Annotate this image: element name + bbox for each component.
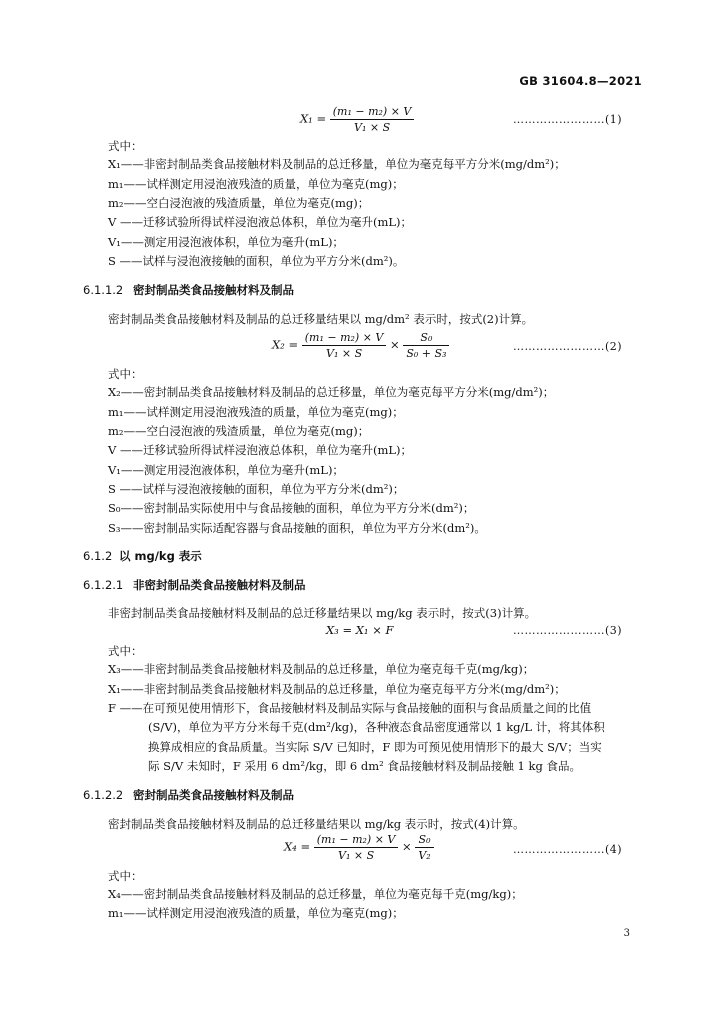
- def1-3: V ——迁移试验所得试样浸泡液总体积，单位为毫升(mL)；: [108, 215, 412, 229]
- where-label-4: 式中：: [108, 869, 143, 883]
- def2-2: m₂——空白浸泡液的残渣质量，单位为毫克(mg)；: [108, 424, 370, 438]
- eq1-number: ……………………(1): [513, 113, 623, 126]
- def4-0: X₄——密封制品类食品接触材料及制品的总迁移量，单位为毫克每千克(mg/kg)；: [108, 887, 523, 901]
- eq2-denominator-2: S₀ + S₃: [406, 347, 447, 360]
- section-title: 非密封制品类食品接触材料及制品: [133, 578, 306, 592]
- eq4-fraction-2: [415, 832, 433, 863]
- eq2-numerator-1: (m₁ − m₂) × V: [302, 330, 387, 346]
- eq2-denominator-1: V₁ × S: [326, 347, 363, 360]
- eq1-numerator: (m₁ − m₂) × V: [330, 104, 415, 120]
- eq3-number: ……………………(3): [513, 624, 623, 637]
- eq2-times: ×: [390, 337, 400, 352]
- eq4-denominator-1: V₁ × S: [338, 849, 375, 862]
- eq2-number: ……………………(2): [513, 340, 623, 353]
- def2-1: m₁——试样测定用浸泡液残渣的质量，单位为毫克(mg)；: [108, 405, 404, 419]
- section-number: 6.1.2: [83, 549, 113, 563]
- def1-0: X₁——非密封制品类食品接触材料及制品的总迁移量，单位为毫克每平方分米(mg/dm²)；: [108, 157, 566, 171]
- eq4-numerator-2: S₀: [415, 832, 433, 848]
- section-number: 6.1.2.1: [83, 578, 124, 592]
- def2-4: V₁——测定用浸泡液体积，单位为毫升(mL)；: [108, 463, 344, 477]
- eq2-fraction-2: [403, 330, 449, 361]
- paragraph-6-1-2-1: 非密封制品类食品接触材料及制品的总迁移量结果以 mg/kg 表示时，按式(3)计算。: [108, 606, 537, 620]
- def3-cont-2: 际 S/V 未知时，F 采用 6 dm²/kg，即 6 dm² 食品接触材料及制品接触 1 kg 食品。: [148, 759, 581, 773]
- eq4-fraction-1: [314, 832, 399, 863]
- section-title: 密封制品类食品接触材料及制品: [133, 788, 294, 802]
- def2-5: S ——试样与浸泡液接触的面积，单位为平方分米(dm²)；: [108, 482, 405, 496]
- def4-1: m₁——试样测定用浸泡液残渣的质量，单位为毫克(mg)；: [108, 906, 404, 920]
- def3-cont-1: 换算成相应的食品质量。当实际 S/V 已知时，F 即为可预见使用情形下的最大 S/V；当实: [148, 740, 602, 754]
- section-number: 6.1.2.2: [83, 788, 124, 802]
- def1-1: m₁——试样测定用浸泡液残渣的质量，单位为毫克(mg)；: [108, 177, 404, 191]
- eq4-number: ……………………(4): [513, 843, 623, 856]
- eq4-numerator-1: (m₁ − m₂) × V: [314, 832, 399, 848]
- where-label-3: 式中：: [108, 644, 143, 658]
- eq4-times: ×: [402, 839, 412, 854]
- section-6-1-2-2: [83, 787, 294, 803]
- section-6-1-1-2: [83, 282, 294, 298]
- paragraph-6-1-1-2: 密封制品类食品接触材料及制品的总迁移量结果以 mg/dm² 表示时，按式(2)计算。: [108, 312, 534, 326]
- equation-4: [284, 832, 434, 863]
- eq1-fraction: [330, 104, 415, 135]
- section-6-1-2-1: [83, 577, 306, 593]
- eq1-lhs: X₁ =: [300, 111, 327, 126]
- def2-7: S₃——密封制品实际适配容器与食品接触的面积，单位为平方分米(dm²)。: [108, 521, 486, 535]
- eq2-numerator-2: S₀: [403, 330, 449, 346]
- eq2-fraction-1: [302, 330, 387, 361]
- def1-4: V₁——测定用浸泡液体积，单位为毫升(mL)；: [108, 235, 344, 249]
- def1-5: S ——试样与浸泡液接触的面积，单位为平方分米(dm²)。: [108, 254, 405, 268]
- def3-2: F ——在可预见使用情形下，食品接触材料及制品实际与食品接触的面积与食品质量之间的比值: [108, 701, 592, 715]
- def1-2: m₂——空白浸泡液的残渣质量，单位为毫克(mg)；: [108, 196, 370, 210]
- eq1-denominator: V₁ × S: [354, 121, 391, 134]
- equation-3: X₃ = X₁ × F: [326, 623, 394, 637]
- where-label-2: 式中：: [108, 367, 143, 381]
- page-number: 3: [623, 928, 630, 939]
- eq4-lhs: X₄ =: [284, 839, 311, 854]
- section-title: 密封制品类食品接触材料及制品: [133, 283, 294, 297]
- def3-0: X₃——非密封制品类食品接触材料及制品的总迁移量，单位为毫克每千克(mg/kg)；: [108, 662, 535, 676]
- def3-1: X₁——非密封制品类食品接触材料及制品的总迁移量，单位为毫克每平方分米(mg/dm²)；: [108, 682, 566, 696]
- def2-6: S₀——密封制品实际使用中与食品接触的面积，单位为平方分米(dm²)；: [108, 501, 475, 515]
- standard-number: GB 31604.8—2021: [519, 74, 642, 88]
- def2-0: X₂——密封制品类食品接触材料及制品的总迁移量，单位为毫克每平方分米(mg/dm²)；: [108, 385, 555, 399]
- equation-1: [300, 104, 414, 135]
- def3-cont-0: (S/V)，单位为平方分米每千克(dm²/kg)，各种液态食品密度通常以 1 kg/L 计，将其体积: [148, 720, 605, 734]
- eq2-lhs: X₂ =: [272, 337, 299, 352]
- paragraph-6-1-2-2: 密封制品类食品接触材料及制品的总迁移量结果以 mg/kg 表示时，按式(4)计算。: [108, 817, 525, 831]
- section-title: 以 mg/kg 表示: [119, 549, 202, 563]
- equation-2: [272, 330, 449, 361]
- eq4-denominator-2: V₂: [418, 849, 431, 862]
- where-label-1: 式中：: [108, 139, 143, 153]
- section-6-1-2: [83, 548, 202, 564]
- section-number: 6.1.1.2: [83, 283, 124, 297]
- def2-3: V ——迁移试验所得试样浸泡液总体积，单位为毫升(mL)；: [108, 443, 412, 457]
